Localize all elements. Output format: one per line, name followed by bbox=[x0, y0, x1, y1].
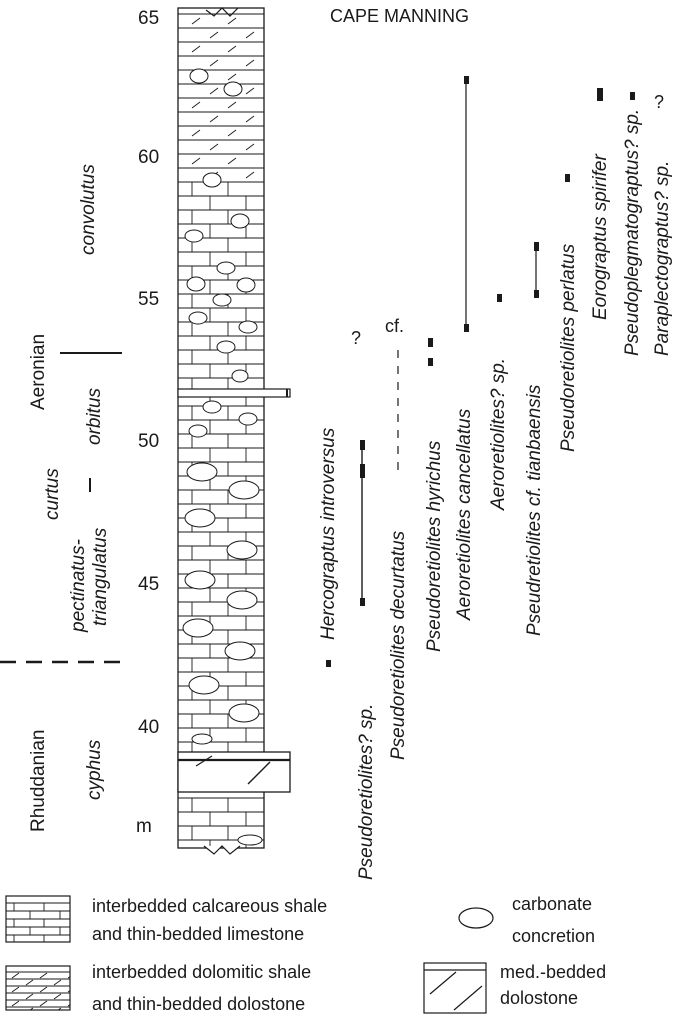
range-pseudoplegmatograptus bbox=[630, 92, 635, 100]
taxon-pseudoretiolites-decurtatus: Pseudoretiolites decurtatus bbox=[388, 530, 409, 760]
taxon-paraplectograptus-sp: Paraplectograptus? sp. bbox=[652, 160, 673, 356]
zone-orbitus: orbitus bbox=[84, 387, 105, 445]
taxon-pseudoretiolites-perlatus: Pseudoretiolites perlatus bbox=[558, 243, 579, 452]
stage-aeronian: Aeronian bbox=[28, 333, 49, 410]
taxon-ranges bbox=[326, 76, 635, 667]
depth-axis bbox=[136, 8, 159, 837]
note-paraplectograptus: ? bbox=[654, 92, 665, 112]
note-pseudoretiolites-sp: ? bbox=[351, 328, 362, 348]
legend-concretion-line1: carbonate bbox=[512, 894, 593, 914]
taxon-eorograptus-spirifer: Eorograptus spirifer bbox=[590, 154, 611, 320]
depth-label-65: 65 bbox=[138, 8, 160, 29]
stage-rhuddanian: Rhuddanian bbox=[28, 729, 49, 832]
taxon-aeroretiolites-cancellatus: Aeroretiolites cancellatus bbox=[454, 408, 475, 620]
legend-calcareous-swatch bbox=[6, 896, 70, 951]
note-decurtatus: cf. bbox=[385, 316, 405, 336]
legend-calcareous-line2: and thin-bedded limestone bbox=[92, 924, 305, 944]
range-hercograptus bbox=[326, 660, 331, 667]
zone-triangulatus: triangulatus bbox=[90, 527, 111, 626]
legend-concretion-line2: concretion bbox=[512, 926, 596, 946]
legend-dolomitic-line2: and thin-bedded dolostone bbox=[92, 994, 306, 1014]
zone-pectinatus: pectinatus- bbox=[68, 539, 89, 632]
depth-label-50: 50 bbox=[138, 431, 160, 452]
zone-labels bbox=[42, 164, 111, 800]
depth-unit: m bbox=[136, 816, 152, 837]
taxon-labels bbox=[318, 109, 673, 880]
legend-medbedded-swatch bbox=[424, 963, 486, 1013]
lithology-column bbox=[178, 8, 290, 854]
range-hyrichus bbox=[428, 338, 433, 366]
taxon-pseudoretiolites-sp: Pseudoretiolites? sp. bbox=[356, 703, 377, 880]
legend-medbedded-line2: dolostone bbox=[500, 988, 579, 1008]
zone-curtus: curtus bbox=[42, 468, 63, 520]
legend-medbedded-line1: med.-bedded bbox=[500, 962, 607, 982]
depth-label-45: 45 bbox=[138, 574, 160, 595]
depth-label-55: 55 bbox=[138, 289, 160, 310]
legend-dolomitic-swatch bbox=[6, 966, 75, 1013]
legend-concretion-swatch bbox=[459, 908, 493, 928]
zone-cyphus: cyphus bbox=[84, 739, 105, 800]
range-tianbaensis bbox=[534, 242, 539, 298]
depth-label-40: 40 bbox=[138, 717, 160, 738]
taxon-pseudoretiolites-hyrichus: Pseudoretiolites hyrichus bbox=[424, 440, 445, 652]
range-cancellatus bbox=[464, 76, 469, 332]
range-spirifer bbox=[597, 88, 603, 101]
section-title: CAPE MANNING bbox=[330, 6, 470, 26]
taxon-hercograptus-introversus: Hercograptus introversus bbox=[318, 427, 339, 640]
stage-labels bbox=[28, 334, 49, 832]
taxon-pseudoplegmatograptus-sp: Pseudoplegmatograptus? sp. bbox=[622, 108, 643, 356]
taxon-aeroretiolites-sp: Aeroretiolites? sp. bbox=[488, 357, 509, 510]
legend-dolomitic-line1: interbedded dolomitic shale bbox=[92, 962, 312, 982]
zone-convolutus: convolutus bbox=[78, 164, 99, 255]
range-perlatus bbox=[565, 174, 570, 182]
depth-label-60: 60 bbox=[138, 147, 160, 168]
range-pseudoretiolites-sp bbox=[360, 440, 365, 606]
legend bbox=[6, 894, 606, 1014]
range-aeroretiolites-sp bbox=[497, 294, 502, 302]
taxon-pseudretiolites-tianbaensis: Pseudretiolites cf. tianbaensis bbox=[524, 384, 545, 636]
legend-calcareous-line1: interbedded calcareous shale bbox=[92, 896, 328, 916]
